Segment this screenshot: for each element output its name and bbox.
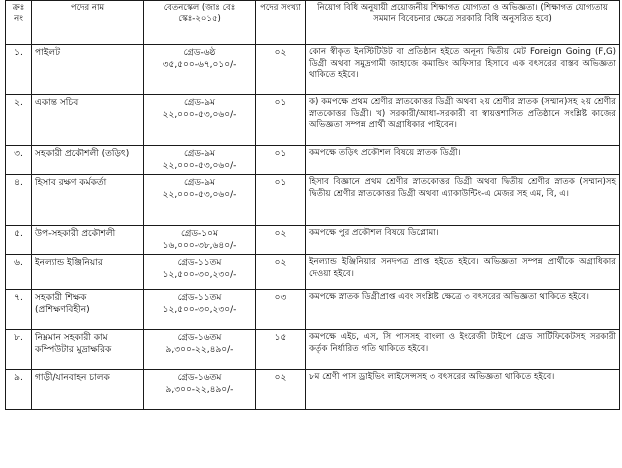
serial-cell: ৫.	[6, 226, 32, 255]
post-count-cell: ০১	[256, 95, 306, 146]
pay-scale-cell	[144, 290, 256, 330]
pay-range: ১৬,০০০-৩৮,৬৪০/-	[162, 241, 237, 251]
post-name-cell: একান্ত সচিব	[32, 95, 144, 146]
serial-cell: ৪.	[6, 175, 32, 226]
page-bottom-edge	[0, 463, 622, 468]
post-name-cell: উপ-সহকারী প্রকৌশলী	[32, 226, 144, 255]
serial-cell: ৯.	[6, 370, 32, 410]
post-name-cell: সহকারী শিক্ষক (প্রশিক্ষণবিহীন)	[32, 290, 144, 330]
post-count-cell: ০২	[256, 45, 306, 95]
table-row	[6, 290, 620, 330]
serial-cell: ৮.	[6, 330, 32, 370]
table-row	[6, 226, 620, 255]
table-header-row	[6, 1, 620, 45]
pay-scale-cell	[144, 330, 256, 370]
serial-cell: ৭.	[6, 290, 32, 330]
post-count-cell: ১৫	[256, 330, 306, 370]
post-count-cell: ০২	[256, 370, 306, 410]
post-count-cell: ০১	[256, 146, 306, 175]
serial-cell: ৩.	[6, 146, 32, 175]
header-post-count: পদের সংখ্যা	[256, 1, 306, 45]
pay-range: ২২,০০০-৫৩,০৬০/-	[162, 110, 237, 120]
grade-label: গ্রেড-১১তম	[177, 293, 222, 303]
post-count-cell: ০১	[256, 175, 306, 226]
header-pay-scale: বেতনস্কেল (জাঃ বেঃ স্কেঃ-২০১৫)	[144, 1, 256, 45]
post-name-cell: হিসাব রক্ষণ কর্মকর্তা	[32, 175, 144, 226]
pay-range: ১২,৫০০-৩০,২৩০/-	[162, 305, 237, 315]
grade-label: গ্রেড-৯ম	[183, 178, 216, 188]
post-count-cell: ০২	[256, 226, 306, 255]
pay-scale-cell	[144, 370, 256, 410]
table-row	[6, 255, 620, 290]
pay-range: ৯,৩০০-২২,৪৯০/-	[165, 385, 234, 395]
requirement-cell: কমপক্ষে স্নাতক ডিগ্রীপ্রাপ্ত এবং সংশ্লিষ্ট ক্ষেত্রে ৩ বৎসরের অভিজ্ঞতা থাকিতে হইবে।	[306, 290, 620, 330]
post-name-cell: পাইলট	[32, 45, 144, 95]
serial-cell: ৬.	[6, 255, 32, 290]
pay-scale-cell	[144, 226, 256, 255]
table-row	[6, 146, 620, 175]
pay-scale-cell	[144, 45, 256, 95]
table-row	[6, 330, 620, 370]
requirement-cell: কমপক্ষে তড়িৎ প্রকৌশল বিষয়ে স্নাতক ডিগ্রী।	[306, 146, 620, 175]
table-row	[6, 45, 620, 95]
post-name-cell: নিম্নমান সহকারী কাম কম্পিউটার মুদ্রাক্ষরিক	[32, 330, 144, 370]
pay-range: ১২,৫০০-৩০,২৩০/-	[162, 270, 237, 280]
requirement-cell: কোন স্বীকৃত ইনস্টিটিউট বা প্রতিষ্ঠান হইতে অনূন্য দ্বিতীয় মেট Foreign Going (F,G) ডিগ্রী অথবা সমুদ্রগামী জাহাজে কমান্ডিং অফিসার হিসাবে এক বৎসরের বাস্তব অভিজ্ঞতা থাকিতে হইবে।	[306, 45, 620, 95]
grade-label: গ্রেড-৬ষ্ঠ	[183, 48, 216, 58]
requirement-cell: ক) কমপক্ষে প্রথম শ্রেণীর স্নাতকোত্তর ডিগ্রী অথবা ২য় শ্রেণীর স্নাতক (সম্মান)সহ ২য় শ্রেণীর স্নাতকোত্তর ডিগ্রী। খ) সরকারী/আধা-সরকারী বা স্বায়ত্তশাসিত প্রতিষ্ঠানে সংশ্লিষ্ট কাজের অভিজ্ঞতা সম্পন্ন প্রার্থী অগ্রাধিকার পাইবেন।	[306, 95, 620, 146]
post-name-cell: সহকারী প্রকৌশলী (তড়িৎ)	[32, 146, 144, 175]
serial-cell: ১.	[6, 45, 32, 95]
pay-scale-cell	[144, 255, 256, 290]
pay-range: ২২,০০০-৫৩,০৬০/-	[162, 161, 237, 171]
grade-label: গ্রেড-১৬তম	[177, 333, 222, 343]
requirement-cell: কমপক্ষে পুর প্রকৌশল বিষয়ে ডিপ্লোমা।	[306, 226, 620, 255]
pay-scale-cell	[144, 95, 256, 146]
requirement-cell: কমপক্ষে এইচ, এস, সি পাসসহ বাংলা ও ইংরেজী টাইপে গ্রেড সার্টিফিকেটসহ সরকারী কর্তৃক নির্ধারিত গতি থাকিতে হইবে।	[306, 330, 620, 370]
pay-scale-cell	[144, 146, 256, 175]
header-post-name: পদের নাম	[32, 1, 144, 45]
requirement-cell: হিসাব বিজ্ঞানে প্রথম শ্রেণীর স্নাতকোত্তর ডিগ্রী অথবা দ্বিতীয় শ্রেণীর স্নাতক (সম্মান)সহ দ্বিতীয় শ্রেণীর স্নাতকোত্তর ডিগ্রী অথবা এ্যাকাউন্টিং-এ মেজর সহ এম, বি, এ।	[306, 175, 620, 226]
recruitment-table	[5, 0, 620, 410]
post-name-cell: গাড়ী/যানবাহন চালক	[32, 370, 144, 410]
table-row	[6, 370, 620, 410]
grade-label: গ্রেড-৯ম	[183, 98, 216, 108]
pay-range: ৯,৩০০-২২,৪৯০/-	[165, 345, 234, 355]
table-row	[6, 95, 620, 146]
header-serial: ক্রঃ নং	[6, 1, 32, 45]
pay-scale-cell	[144, 175, 256, 226]
grade-label: গ্রেড-১০ম	[181, 229, 218, 239]
requirement-cell: ইনল্যান্ড ইঞ্জিনিয়ার সনদপত্র প্রাপ্ত হইতে হইবে। অভিজ্ঞতা সম্পন্ন প্রার্থীকে অগ্রাধিকার দেওয়া হইবে।	[306, 255, 620, 290]
pay-range: ২২,০০০-৫৩,০৬০/-	[162, 190, 237, 200]
post-count-cell: ০২	[256, 255, 306, 290]
table-body	[6, 45, 620, 410]
grade-label: গ্রেড-১১তম	[177, 258, 222, 268]
grade-label: গ্রেড-৯ম	[183, 149, 216, 159]
serial-cell: ২.	[6, 95, 32, 146]
header-requirements: নিয়োগ বিধি অনুযায়ী প্রয়োজনীয় শিক্ষাগত যোগ্যতা ও অভিজ্ঞতা। (শিক্ষাগত যোগ্যতায় সমমান বিবেচনার ক্ষেত্রে সরকারি বিধি অনুসরিত হবে)	[306, 1, 620, 45]
requirement-cell: ৮ম শ্রেণী পাস ড্রাইভিং লাইসেন্সসহ ৩ বৎসরের অভিজ্ঞতা থাকিতে হইবে।	[306, 370, 620, 410]
grade-label: গ্রেড-১৬তম	[177, 373, 222, 383]
post-name-cell: ইনল্যান্ড ইঞ্জিনিয়ার	[32, 255, 144, 290]
table-row	[6, 175, 620, 226]
pay-range: ৩৫,৫০০-৬৭,০১০/-	[162, 60, 237, 70]
post-count-cell: ০৩	[256, 290, 306, 330]
